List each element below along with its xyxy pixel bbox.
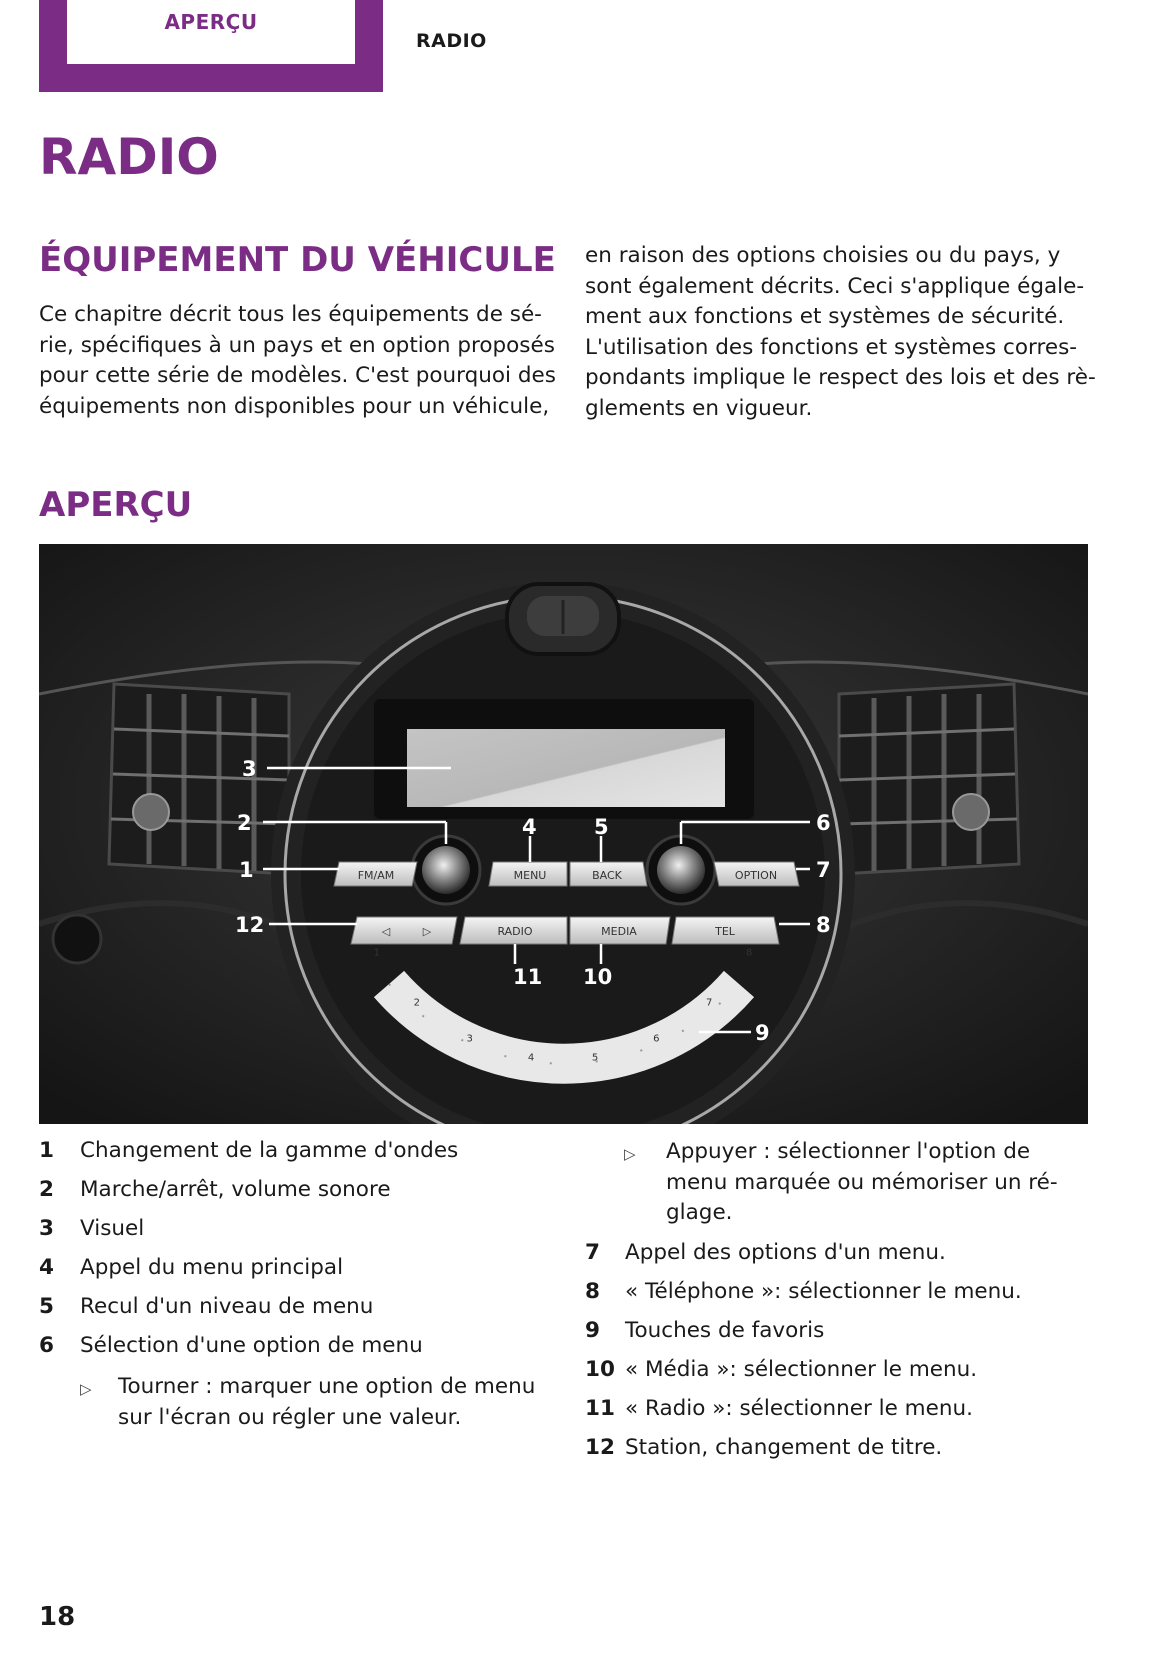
triangle-bullet-icon: ▷ — [624, 1145, 636, 1163]
header-tab-active-label: APERÇU — [67, 0, 355, 64]
header-tab-active[interactable] — [39, 0, 383, 92]
select-knob — [657, 846, 705, 894]
volume-knob — [422, 846, 470, 894]
callout-10: 10 — [583, 965, 613, 989]
callout-5: 5 — [594, 815, 609, 839]
option-button — [714, 862, 799, 886]
favorite-key-label: 6 — [653, 1033, 660, 1045]
equipment-paragraph-col2: en raison des options choisies ou du pays, y sont également décrits. Ceci s'applique égale-ment aux fonctions et systèmes de sécurité. L'utilisation des fonctions et systèmes corres-pondants implique le respect des lois et des rè-glements en vigueur. — [585, 243, 1096, 421]
fm-am-button — [334, 862, 417, 886]
side-button — [53, 915, 101, 963]
favorite-key-label: 3 — [466, 1033, 473, 1045]
svg-text:RADIO: RADIO — [497, 925, 533, 938]
callout-12: 12 — [235, 913, 265, 937]
svg-text:◁: ◁ — [381, 925, 391, 938]
callout-7: 7 — [816, 858, 831, 882]
air-vent-right — [839, 684, 1019, 874]
callout-4: 4 — [522, 815, 537, 839]
favorite-key-label: 5 — [591, 1052, 599, 1064]
svg-text:FM/AM: FM/AM — [357, 869, 395, 882]
svg-text:▷: ▷ — [422, 925, 432, 938]
callout-3: 3 — [242, 757, 257, 781]
overview-heading: APERÇU — [39, 485, 193, 525]
display-screen — [407, 729, 725, 807]
callout-6: 6 — [816, 811, 831, 835]
tel-button — [672, 917, 779, 944]
back-button — [570, 862, 647, 886]
svg-text:BACK: BACK — [592, 869, 622, 882]
svg-text:MENU: MENU — [513, 869, 547, 882]
page-title: RADIO — [39, 128, 219, 186]
equipment-paragraph-col1: Ce chapitre décrit tous les équipements de sé-rie, spécifiques à un pays et en option proposés pour cette série de modèles. C'est pourquoi des équipements non disponibles pour un véhicule, — [39, 302, 556, 419]
favorite-key-label: 1 — [373, 947, 380, 959]
favorite-key-label: 8 — [746, 947, 753, 959]
menu-button — [489, 862, 567, 886]
callout-9: 9 — [755, 1021, 770, 1045]
header-tab-radio[interactable]: RADIO — [416, 30, 487, 52]
radio-button — [460, 917, 567, 944]
page-number: 18 — [39, 1602, 76, 1632]
svg-text:TEL: TEL — [715, 925, 735, 938]
station-skip-button — [351, 917, 457, 944]
triangle-bullet-icon: ▷ — [80, 1380, 92, 1398]
radio-console-figure — [39, 544, 1088, 1124]
callout-11: 11 — [513, 965, 543, 989]
svg-text:MEDIA: MEDIA — [601, 925, 637, 938]
favorite-key-label: 2 — [413, 997, 420, 1009]
svg-text:OPTION: OPTION — [734, 869, 778, 882]
callout-8: 8 — [816, 913, 831, 937]
media-button — [570, 917, 670, 944]
air-vent-left — [109, 684, 289, 874]
equipment-heading: ÉQUIPEMENT DU VÉHICULE — [39, 240, 556, 280]
favorite-key-label: 4 — [527, 1052, 535, 1064]
callout-1: 1 — [239, 858, 254, 882]
callout-2: 2 — [237, 811, 252, 835]
favorite-key-label: 7 — [706, 997, 713, 1009]
